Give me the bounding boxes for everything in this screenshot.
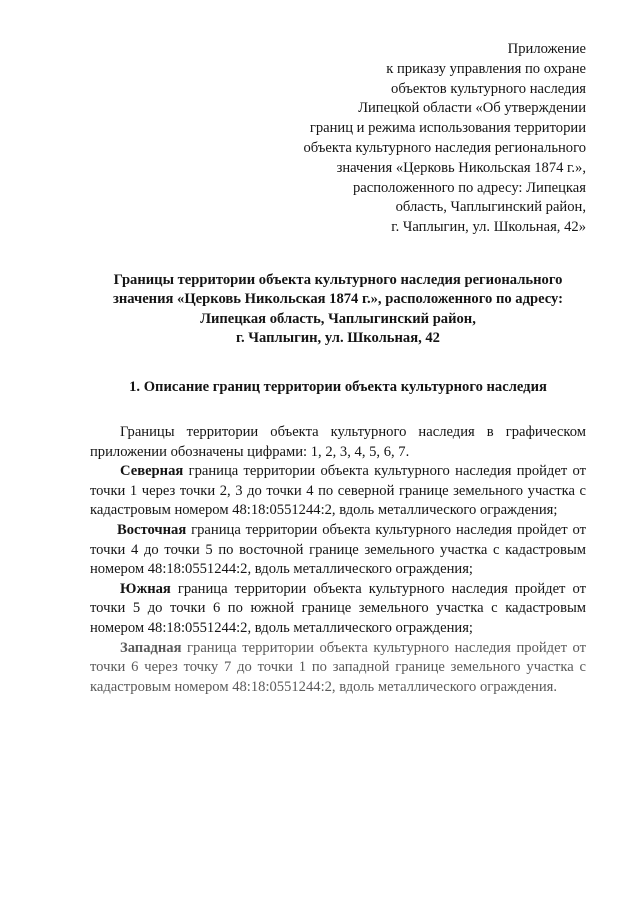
appendix-line: расположенного по адресу: Липецкая	[353, 179, 586, 196]
appendix-line: Приложение	[507, 41, 586, 57]
appendix-line: значения «Церковь Никольская 1874 г.»,	[336, 159, 586, 176]
section-heading: 1. Описание границ территории объекта культурного наследия	[129, 378, 547, 395]
north-boundary-label: Северная	[120, 463, 184, 480]
title-line: значения «Церковь Никольская 1874 г.», расположенного по адресу:	[112, 291, 563, 308]
appendix-line: г. Чаплыгин, ул. Школьная, 42»	[391, 219, 586, 236]
appendix-line: к приказу управления по охране	[386, 60, 586, 77]
west-boundary-text: граница территории объекта культурного наследия пройдет от точки 6 через точку 7 до точки 1 по западной границе земельного участка с кадастровым номером 48:18:0551244:2, вдоль металлического ограждения.	[90, 639, 586, 695]
south-boundary-paragraph	[90, 580, 586, 639]
title-line: Липецкая область, Чаплыгинский район,	[200, 310, 476, 327]
east-boundary-label: Восточная	[117, 521, 187, 538]
intro-paragraph	[90, 423, 586, 462]
appendix-line: границ и режима использования территории	[309, 120, 586, 137]
intro-text: Границы территории объекта культурного наследия в графическом приложении обозначены цифрами: 1, 2, 3, 4, 5, 6, 7.	[90, 423, 586, 460]
title-line: Границы территории объекта культурного наследия регионального	[113, 271, 563, 288]
document-body	[90, 423, 586, 697]
west-boundary-label: Западная	[120, 639, 182, 656]
appendix-line: область, Чаплыгинский район,	[395, 199, 586, 216]
appendix-line: объектов культурного наследия	[391, 80, 586, 97]
north-boundary-text: граница территории объекта культурного наследия пройдет от точки 1 через точки 2, 3 до точки 4 по северной границе земельного участка с кадастровым номером 48:18:0551244:2, вдоль металлического ограждения;	[90, 463, 586, 519]
south-boundary-text: граница территории объекта культурного наследия пройдет от точки 5 до точки 6 по южной границе земельного участка с кадастровым номером 48:18:0551244:2, вдоль металлического ограждения;	[90, 580, 586, 636]
east-boundary-text: граница территории объекта культурного наследия пройдет от точки 4 до точки 5 по восточной границе земельного участка с кадастровым номером 48:18:0551244:2, вдоль металлического ограждения;	[90, 521, 586, 578]
east-boundary-paragraph	[90, 521, 586, 580]
south-boundary-label: Южная	[120, 580, 171, 597]
appendix-line: Липецкой области «Об утверждении	[358, 100, 586, 117]
title-line: г. Чаплыгин, ул. Школьная, 42	[236, 330, 440, 347]
appendix-line: объекта культурного наследия регионального	[303, 139, 586, 156]
document-title	[90, 271, 586, 349]
west-boundary-paragraph	[90, 639, 586, 698]
appendix-block	[90, 40, 586, 238]
north-boundary-paragraph	[90, 462, 586, 521]
